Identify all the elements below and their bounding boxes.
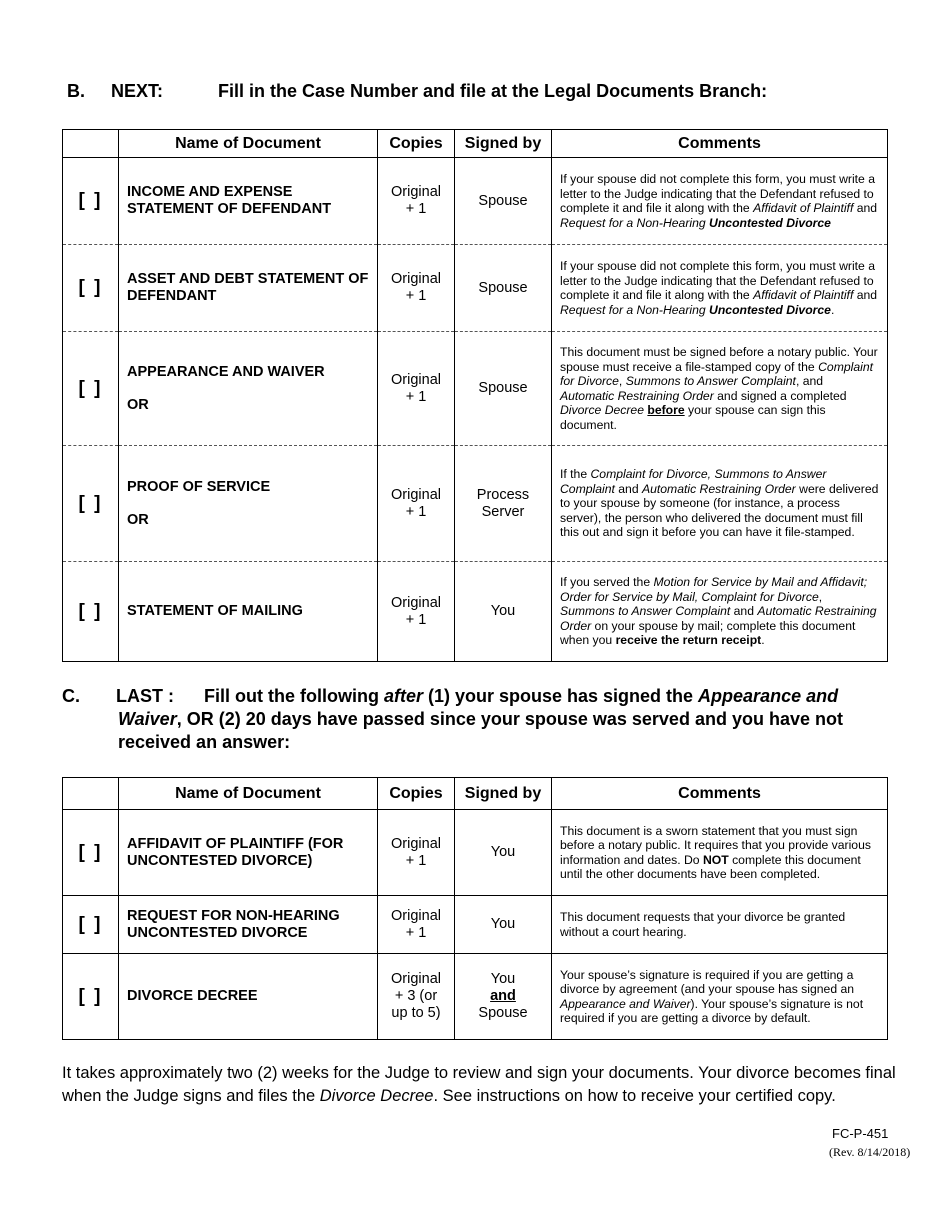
section-c-text: Fill out the following after (1) your spouse has signed the Appearance and Waiver, OR (2) 20 days have passed since your spouse was served and you have not received an answer: [118,686,843,752]
document-comment: This document must be signed before a notary public. Your spouse must receive a file-stamped copy of the Complaint for Divorce, Summons to Answer Complaint, and Automatic Restraining Order and signed a completed Divorce Decree before your spouse can sign this document. [552,332,888,446]
document-copies: Original + 1 [378,562,455,662]
document-signed-by: You [455,896,552,954]
document-name: AFFIDAVIT OF PLAINTIFF (FOR UNCONTESTED DIVORCE) [119,810,378,896]
header-copies: Copies [378,778,455,810]
documents-table-next [62,129,888,662]
or-label: OR [127,511,149,528]
header-signed-by: Signed by [455,778,552,810]
document-comment: Your spouse’s signature is required if you are getting a divorce by agreement (and your spouse has signed an Appearance and Waiver). Your spouse’s signature is not required if you are getting a divorce by default. [552,954,888,1040]
table-row [63,562,888,662]
document-copies: Original + 1 [378,158,455,245]
document-name: STATEMENT OF MAILING [119,562,378,662]
document-name: PROOF OF SERVICE OR [119,446,378,562]
closing-paragraph: It takes approximately two (2) weeks for the Judge to review and sign your documents. Your divorce becomes final when the Judge signs and files the Divorce Decree. See instructions on how to receive your certified copy. [62,1064,896,1105]
or-label: OR [127,396,149,413]
document-comment: If you served the Motion for Service by Mail and Affidavit; Order for Service by Mail, Complaint for Divorce, Summons to Answer Complaint and Automatic Restraining Order on your spouse by mail; complete this document when you receive the return receipt. [552,562,888,662]
section-b-label: NEXT: [111,81,164,101]
header-comments: Comments [552,778,888,810]
document-checkbox[interactable]: [ ] [63,332,119,446]
section-b-letter: B. [67,81,85,101]
table-row [63,158,888,245]
document-checkbox[interactable]: [ ] [63,954,119,1040]
document-name: DIVORCE DECREE [119,954,378,1040]
document-copies: Original + 1 [378,896,455,954]
document-name: APPEARANCE AND WAIVER OR [119,332,378,446]
documents-table-last [62,777,888,1040]
document-name: ASSET AND DEBT STATEMENT OF DEFENDANT [119,245,378,332]
document-checkbox[interactable]: [ ] [63,810,119,896]
table-row [63,332,888,446]
header-comments: Comments [552,130,888,158]
section-c-heading [62,685,892,754]
section-c-label: LAST : [116,686,174,706]
section-c-letter: C. [62,686,80,706]
table-row [63,810,888,896]
document-signed-by: You and Spouse [455,954,552,1040]
document-signed-by: You [455,810,552,896]
header-copies: Copies [378,130,455,158]
document-checkbox[interactable]: [ ] [63,158,119,245]
document-comment: If your spouse did not complete this form, you must write a letter to the Judge indicating that the Defendant refused to complete it and file it along with the Affidavit of Plaintiff and Request for a Non-Hearing Uncontested Divorce [552,158,888,245]
document-copies: Original + 3 (or up to 5) [378,954,455,1040]
document-checkbox[interactable]: [ ] [63,245,119,332]
revision-date: (Rev. 8/14/2018) [829,1145,911,1159]
document-copies: Original + 1 [378,810,455,896]
document-comment: If the Complaint for Divorce, Summons to Answer Complaint and Automatic Restraining Order were delivered to your spouse by someone (for instance, a process server), the person who delivered the document must fill this out and sign it before you can have it file-stamped. [552,446,888,562]
table-row [63,245,888,332]
section-b-text: Fill in the Case Number and file at the Legal Documents Branch: [218,81,768,101]
document-signed-by: Spouse [455,158,552,245]
document-signed-by: Spouse [455,245,552,332]
document-signed-by: You [455,562,552,662]
table-header-row [63,778,888,810]
header-name: Name of Document [119,130,378,158]
header-checkbox [63,130,119,158]
document-checkbox[interactable]: [ ] [63,562,119,662]
document-signed-by: Spouse [455,332,552,446]
table-row [63,446,888,562]
document-comment: If your spouse did not complete this form, you must write a letter to the Judge indicating that the Defendant refused to complete it and file it along with the Affidavit of Plaintiff and Request for a Non-Hearing Uncontested Divorce. [552,245,888,332]
header-signed-by: Signed by [455,130,552,158]
document-copies: Original + 1 [378,446,455,562]
form-code: FC-P-451 [832,1126,889,1141]
document-checkbox[interactable]: [ ] [63,446,119,562]
document-name: REQUEST FOR NON-HEARING UNCONTESTED DIVORCE [119,896,378,954]
table-header-row [63,130,888,158]
document-name: INCOME AND EXPENSE STATEMENT OF DEFENDANT [119,158,378,245]
document-signed-by: Process Server [455,446,552,562]
table-row [63,954,888,1040]
document-copies: Original + 1 [378,245,455,332]
header-name: Name of Document [119,778,378,810]
header-checkbox [63,778,119,810]
document-copies: Original + 1 [378,332,455,446]
document-comment: This document is a sworn statement that you must sign before a notary public. It requires that you provide various information and dates. Do NOT complete this document until the other documents have been completed. [552,810,888,896]
table-row [63,896,888,954]
document-checkbox[interactable]: [ ] [63,896,119,954]
document-comment: This document requests that your divorce be granted without a court hearing. [552,896,888,954]
